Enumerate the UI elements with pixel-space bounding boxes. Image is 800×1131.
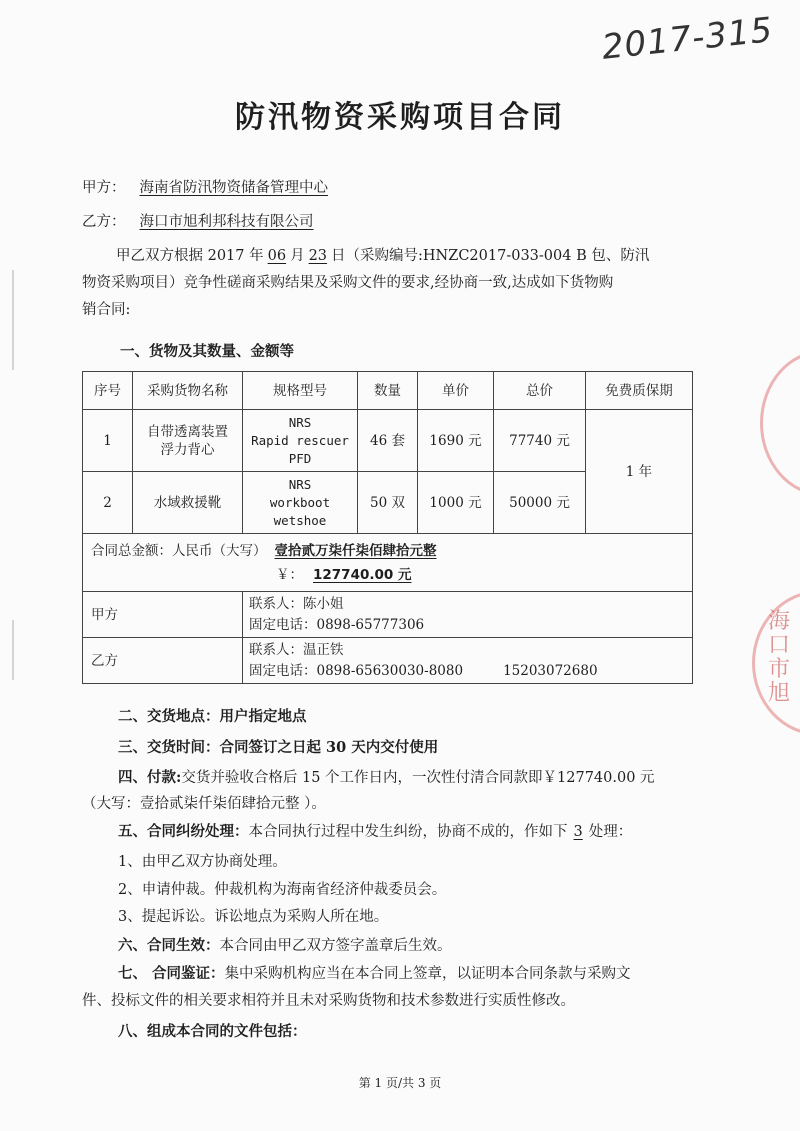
- goods-table: [82, 371, 693, 684]
- section-6: 六、合同生效：本合同由甲乙双方签字盖章后生效。: [118, 937, 452, 954]
- intro-day: 23: [308, 248, 328, 264]
- section-3: 三、交货时间：合同签订之日起 30 天内交付使用: [118, 739, 439, 756]
- section-4-line-2: （大写：壹拾贰柒仟柒佰肆拾元整 ）。: [82, 796, 326, 812]
- party-b-line: 乙方： 海口市旭利邦科技有限公司: [82, 210, 328, 231]
- party-a-contact-row: 甲方 联系人：陈小姐 固定电话：0898-65777306: [83, 592, 693, 638]
- intro-line-3: 销合同:: [82, 302, 131, 318]
- section-8: 八、组成本合同的文件包括：: [118, 1023, 307, 1040]
- section-5-item: 1、由甲乙双方协商处理。: [118, 854, 287, 870]
- total-amount: 127740.00 元: [313, 566, 412, 583]
- seal-stamp-upper: [760, 350, 800, 496]
- col-header: 采购货物名称: [133, 372, 243, 410]
- section-5-item: 3、提起诉讼。诉讼地点为采购人所在地。: [118, 909, 389, 925]
- party-a-line: 甲方： 海南省防汛物资储备管理中心: [82, 176, 342, 197]
- margin-mark: [12, 270, 14, 370]
- table-row: 2 水域救援靴 NRS workboot wetshoe 50 双 1000 元 50000 元: [83, 472, 693, 534]
- section-1-heading: 一、货物及其数量、金额等: [120, 343, 294, 360]
- seal-stamp-text: 海口市旭: [768, 609, 791, 706]
- section-7-line-2: 件、投标文件的相关要求相符并且未对采购货物和技术参数进行实质性修改。: [82, 993, 575, 1009]
- intro-line-1: 甲乙双方根据 2017 年 06 月 23 日（采购编号:HNZC2017-033-004 B 包、防汛: [116, 248, 650, 264]
- col-header: 免费质保期: [586, 372, 693, 410]
- table-header-row: [83, 372, 693, 410]
- contract-total-row: 合同总金额：人民币（大写） 壹拾贰万柒仟柒佰肆拾元整 ￥： 127740.00 元: [83, 534, 693, 592]
- col-header: 序号: [83, 372, 133, 410]
- total-upper: 壹拾贰万柒仟柒佰肆拾元整: [274, 542, 437, 559]
- page-footer: 第 1 页/共 3 页: [358, 1076, 442, 1090]
- section-4: 四、付款:交货并验收合格后 15 个工作日内，一次性付清合同款即￥127740.00 元: [118, 769, 655, 786]
- col-header: 单价: [418, 372, 494, 410]
- page-title: 防汛物资采购项目合同: [235, 100, 565, 135]
- col-header: 数量: [358, 372, 418, 410]
- table-row: 1 自带透离装置 浮力背心 NRS Rapid rescuer PFD 46 套 1690 元 77740 元 1 年: [83, 410, 693, 472]
- handwritten-reference: 2017-315: [600, 10, 775, 68]
- section-2: 二、交货地点：用户指定地点: [118, 708, 307, 725]
- section-5: 五、合同纠纷处理：本合同执行过程中发生纠纷，协商不成的，作如下 3 处理：: [118, 823, 633, 840]
- section-7: 七、 合同鉴证：集中采购机构应当在本合同上签章，以证明本合同条款与采购文: [118, 965, 631, 982]
- warranty-cell: 1 年: [586, 410, 693, 534]
- section-5-item: 2、申请仲裁。仲裁机构为海南省经济仲裁委员会。: [118, 882, 447, 898]
- col-header: 规格型号: [243, 372, 358, 410]
- intro-line-2: 物资采购项目）竞争性磋商采购结果及采购文件的要求,经协商一致,达成如下货物购: [82, 275, 614, 291]
- col-header: 总价: [494, 372, 586, 410]
- intro-month: 06: [267, 248, 287, 264]
- margin-mark: [12, 620, 14, 680]
- party-b-contact-row: 乙方 联系人：温正铁 固定电话：0898-65630030-8080 15203072680: [83, 638, 693, 684]
- party-a-name: 海南省防汛物资储备管理中心: [139, 180, 328, 196]
- party-b-name: 海口市旭利邦科技有限公司: [139, 214, 314, 230]
